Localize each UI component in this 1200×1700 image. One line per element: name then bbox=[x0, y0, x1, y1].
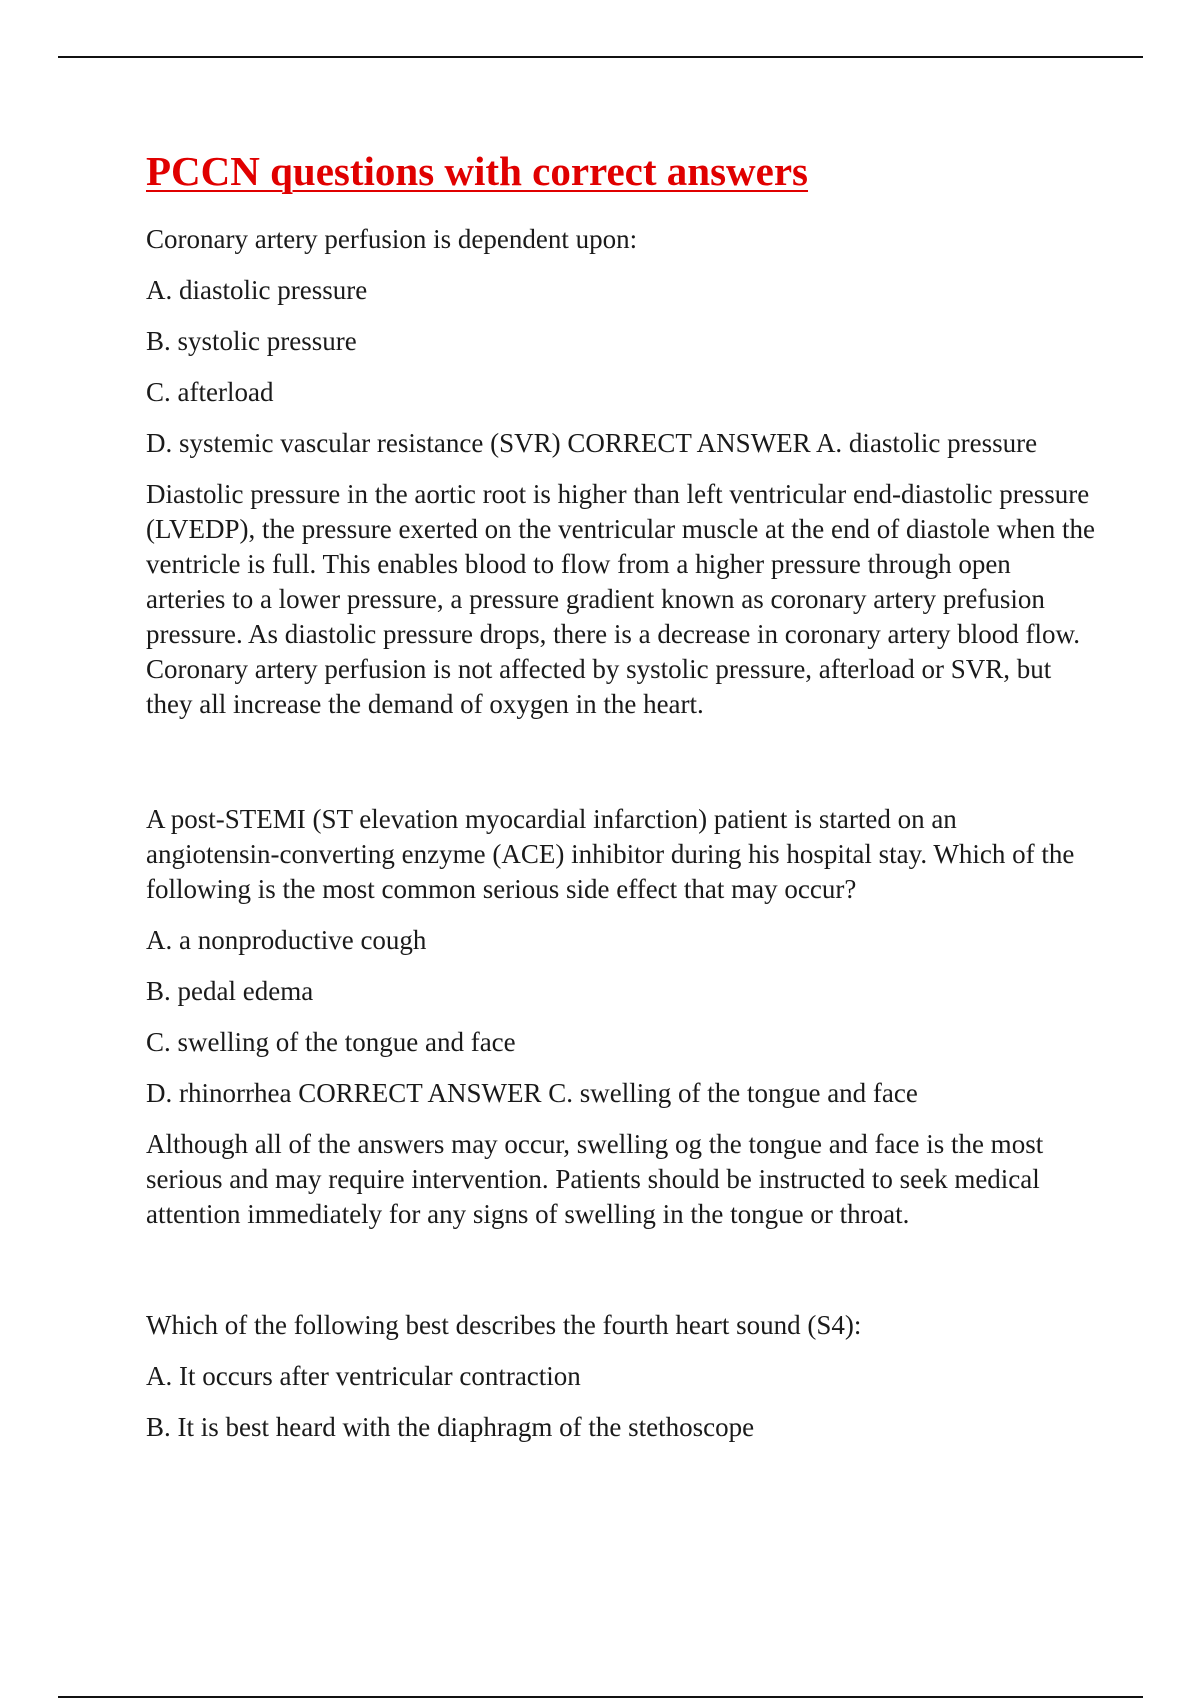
answer-explanation: Although all of the answers may occur, swelling og the tongue and face is the most serious and may require intervention. Patients should be instructed to seek medical attention immediately for any signs of swelling in the tongue or throat. bbox=[146, 1129, 1044, 1229]
answer-option: B. systolic pressure bbox=[146, 326, 357, 356]
question-stem: Coronary artery perfusion is dependent upon: bbox=[146, 224, 638, 254]
answer-option: C. swelling of the tongue and face bbox=[146, 1027, 516, 1057]
spacer bbox=[146, 722, 1096, 802]
answer-option: A. diastolic pressure bbox=[146, 275, 368, 305]
document-page bbox=[146, 142, 1096, 1461]
question-stem: A post-STEMI (ST elevation myocardial infarction) patient is started on an angiotensin-converting enzyme (ACE) inhibitor during his hospital stay. Which of the following is the most common serious side effect that may occur? bbox=[146, 804, 1075, 904]
question-stem: Which of the following best describes the fourth heart sound (S4): bbox=[146, 1310, 862, 1340]
question-2 bbox=[146, 802, 1096, 1232]
answer-explanation: Diastolic pressure in the aortic root is higher than left ventricular end-diastolic pressure (LVEDP), the pressure exerted on the ventricular muscle at the end of diastole when the ventricle is full. This enables blood to flow from a higher pressure through open arteries to a lower pressure, a pressure gradient known as coronary artery prefusion pressure. As diastolic pressure drops, there is a decrease in coronary artery blood flow. Coronary artery perfusion is not affected by systolic pressure, afterload or SVR, but they all increase the demand of oxygen in the heart. bbox=[146, 479, 1095, 719]
answer-option: A. a nonproductive cough bbox=[146, 925, 427, 955]
header-rule bbox=[58, 56, 1143, 58]
answer-option: B. pedal edema bbox=[146, 976, 314, 1006]
question-3 bbox=[146, 1308, 1096, 1445]
question-1 bbox=[146, 222, 1096, 722]
spacer bbox=[146, 1232, 1096, 1308]
answer-option: D. rhinorrhea CORRECT ANSWER C. swelling of the tongue and face bbox=[146, 1078, 918, 1108]
answer-option: A. It occurs after ventricular contraction bbox=[146, 1361, 581, 1391]
footer-rule bbox=[58, 1696, 1143, 1698]
document-title: PCCN questions with correct answers bbox=[146, 148, 809, 194]
answer-option: B. It is best heard with the diaphragm of the stethoscope bbox=[146, 1412, 755, 1442]
answer-option: D. systemic vascular resistance (SVR) CORRECT ANSWER A. diastolic pressure bbox=[146, 428, 1038, 458]
answer-option: C. afterload bbox=[146, 377, 274, 407]
